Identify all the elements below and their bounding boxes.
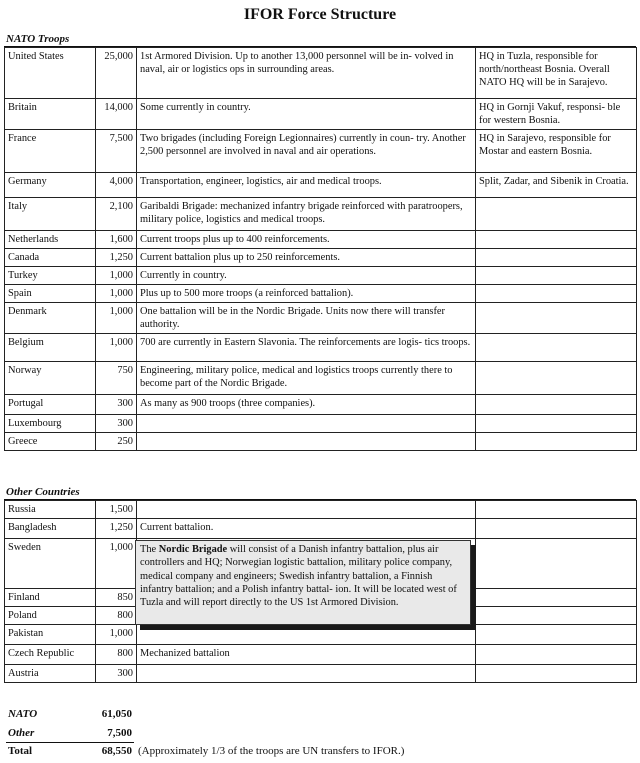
table-row [5, 501, 637, 519]
table-row [5, 198, 637, 231]
callout-text: will consist of a Danish infantry battalion, plus air controllers and HQ; Norwegian logistic battalion, military police company, medical company and engineers; Swedish infantry battalion, a Finnish infantry battalion; and a Polish infantry battal- ion. It will be located west of Tuzla and will report directly to the US 1st Armored Division. [140, 544, 457, 609]
notes-cell [476, 665, 637, 683]
troops-cell: 2,100 [96, 198, 137, 231]
callout-bold-term: Nordic Brigade [158, 544, 228, 555]
troops-cell: 800 [96, 645, 137, 665]
country-cell: Poland [5, 607, 96, 625]
troops-cell: 300 [96, 665, 137, 683]
table-row [5, 173, 637, 198]
troops-cell: 14,000 [96, 99, 137, 130]
hq-cell [476, 285, 637, 303]
description-cell [137, 625, 476, 645]
hq-cell [476, 303, 637, 334]
description-cell: One battalion will be in the Nordic Brigade. Units now there will transfer authority. [137, 303, 476, 334]
hq-cell [476, 362, 637, 395]
table-row [5, 285, 637, 303]
country-cell: Germany [5, 173, 96, 198]
hq-cell [476, 249, 637, 267]
country-cell: Luxembourg [5, 415, 96, 433]
hq-cell [476, 415, 637, 433]
description-cell: Currently in country. [137, 267, 476, 285]
description-cell: Plus up to 500 more troops (a reinforced battalion). [137, 285, 476, 303]
hq-cell: HQ in Gornji Vakuf, responsi- ble for western Bosnia. [476, 99, 637, 130]
description-cell: Garibaldi Brigade: mechanized infantry brigade reinforced with paratroopers, military police, logistics and medical troops. [137, 198, 476, 231]
section-heading-nato: NATO Troops [6, 33, 70, 45]
troops-cell: 1,500 [96, 501, 137, 519]
country-cell: Netherlands [5, 231, 96, 249]
description-cell: 700 are currently in Eastern Slavonia. The reinforcements are logis- tics troops. [137, 334, 476, 362]
table-row [5, 334, 637, 362]
troops-cell: 300 [96, 395, 137, 415]
country-cell: Greece [5, 433, 96, 451]
table-row [5, 130, 637, 173]
country-cell: Norway [5, 362, 96, 395]
country-cell: Italy [5, 198, 96, 231]
table-row [5, 625, 637, 645]
troops-cell: 4,000 [96, 173, 137, 198]
troops-cell: 7,500 [96, 130, 137, 173]
hq-cell [476, 198, 637, 231]
table-row [5, 303, 637, 334]
description-cell: Transportation, engineer, logistics, air and medical troops. [137, 173, 476, 198]
nato-troops-table [4, 47, 637, 451]
country-cell: Bangladesh [5, 519, 96, 539]
country-cell: Portugal [5, 395, 96, 415]
troops-cell: 850 [96, 589, 137, 607]
total-nato-value: 61,050 [101, 708, 132, 720]
table-row [5, 415, 637, 433]
description-cell: Current battalion. [137, 519, 476, 539]
total-label: Total [8, 745, 33, 757]
country-cell: Russia [5, 501, 96, 519]
country-cell: Spain [5, 285, 96, 303]
notes-cell [476, 539, 637, 589]
hq-cell: Split, Zadar, and Sibenik in Croatia. [476, 173, 637, 198]
table-row [5, 645, 637, 665]
hq-cell [476, 395, 637, 415]
table-row [5, 249, 637, 267]
total-other-label: Other [8, 727, 35, 739]
troops-cell: 1,250 [96, 519, 137, 539]
country-cell: Denmark [5, 303, 96, 334]
description-cell [137, 501, 476, 519]
page-title: IFOR Force Structure [243, 6, 397, 23]
country-cell: Austria [5, 665, 96, 683]
country-cell: United States [5, 48, 96, 99]
description-cell [137, 665, 476, 683]
country-cell: Czech Republic [5, 645, 96, 665]
troops-cell: 1,250 [96, 249, 137, 267]
hq-cell [476, 433, 637, 451]
callout-lead: The [140, 544, 159, 555]
description-cell: Current battalion plus up to 250 reinforcements. [137, 249, 476, 267]
notes-cell [476, 589, 637, 607]
troops-cell: 750 [96, 362, 137, 395]
description-cell: Engineering, military police, medical and logistics troops currently there to become part of the Nordic Brigade. [137, 362, 476, 395]
troops-cell: 1,000 [96, 334, 137, 362]
troops-cell: 25,000 [96, 48, 137, 99]
notes-cell [476, 645, 637, 665]
notes-cell [476, 501, 637, 519]
table-row [5, 519, 637, 539]
country-cell: Belgium [5, 334, 96, 362]
description-cell [137, 433, 476, 451]
description-cell [137, 415, 476, 433]
total-other-value: 7,500 [107, 727, 132, 739]
country-cell: Canada [5, 249, 96, 267]
country-cell: Finland [5, 589, 96, 607]
description-cell: Current troops plus up to 400 reinforcements. [137, 231, 476, 249]
description-cell: Some currently in country. [137, 99, 476, 130]
total-note: (Approximately 1/3 of the troops are UN transfers to IFOR.) [138, 745, 405, 757]
description-cell: Mechanized battalion [137, 645, 476, 665]
description-cell: 1st Armored Division. Up to another 13,000 personnel will be in- volved in naval, air or logistics ops in surrounding areas. [137, 48, 476, 99]
table-row [5, 99, 637, 130]
table-row [5, 48, 637, 99]
table-row [5, 267, 637, 285]
totals-rule [6, 742, 134, 743]
country-cell: Pakistan [5, 625, 96, 645]
hq-cell [476, 231, 637, 249]
description-cell: Two brigades (including Foreign Legionnaires) currently in coun- try. Another 2,500 personnel are involved in naval and air operations. [137, 130, 476, 173]
troops-cell: 300 [96, 415, 137, 433]
section-heading-other: Other Countries [6, 486, 80, 498]
nordic-brigade-callout [135, 540, 471, 625]
country-cell: Sweden [5, 539, 96, 589]
country-cell: Britain [5, 99, 96, 130]
notes-cell [476, 519, 637, 539]
country-cell: Turkey [5, 267, 96, 285]
troops-cell: 1,000 [96, 267, 137, 285]
troops-cell: 1,000 [96, 539, 137, 589]
total-value: 68,550 [101, 745, 132, 757]
table-row [5, 433, 637, 451]
table-row [5, 231, 637, 249]
total-nato-label: NATO [8, 708, 38, 720]
troops-cell: 250 [96, 433, 137, 451]
description-cell: As many as 900 troops (three companies). [137, 395, 476, 415]
hq-cell [476, 334, 637, 362]
table-row [5, 395, 637, 415]
hq-cell: HQ in Sarajevo, responsible for Mostar and eastern Bosnia. [476, 130, 637, 173]
notes-cell [476, 625, 637, 645]
troops-cell: 1,000 [96, 303, 137, 334]
table-row [5, 665, 637, 683]
country-cell: France [5, 130, 96, 173]
troops-cell: 800 [96, 607, 137, 625]
hq-cell: HQ in Tuzla, responsible for north/northeast Bosnia. Overall NATO HQ will be in Sarajevo. [476, 48, 637, 99]
troops-cell: 1,000 [96, 285, 137, 303]
troops-cell: 1,000 [96, 625, 137, 645]
hq-cell [476, 267, 637, 285]
table-row [5, 362, 637, 395]
troops-cell: 1,600 [96, 231, 137, 249]
notes-cell [476, 607, 637, 625]
